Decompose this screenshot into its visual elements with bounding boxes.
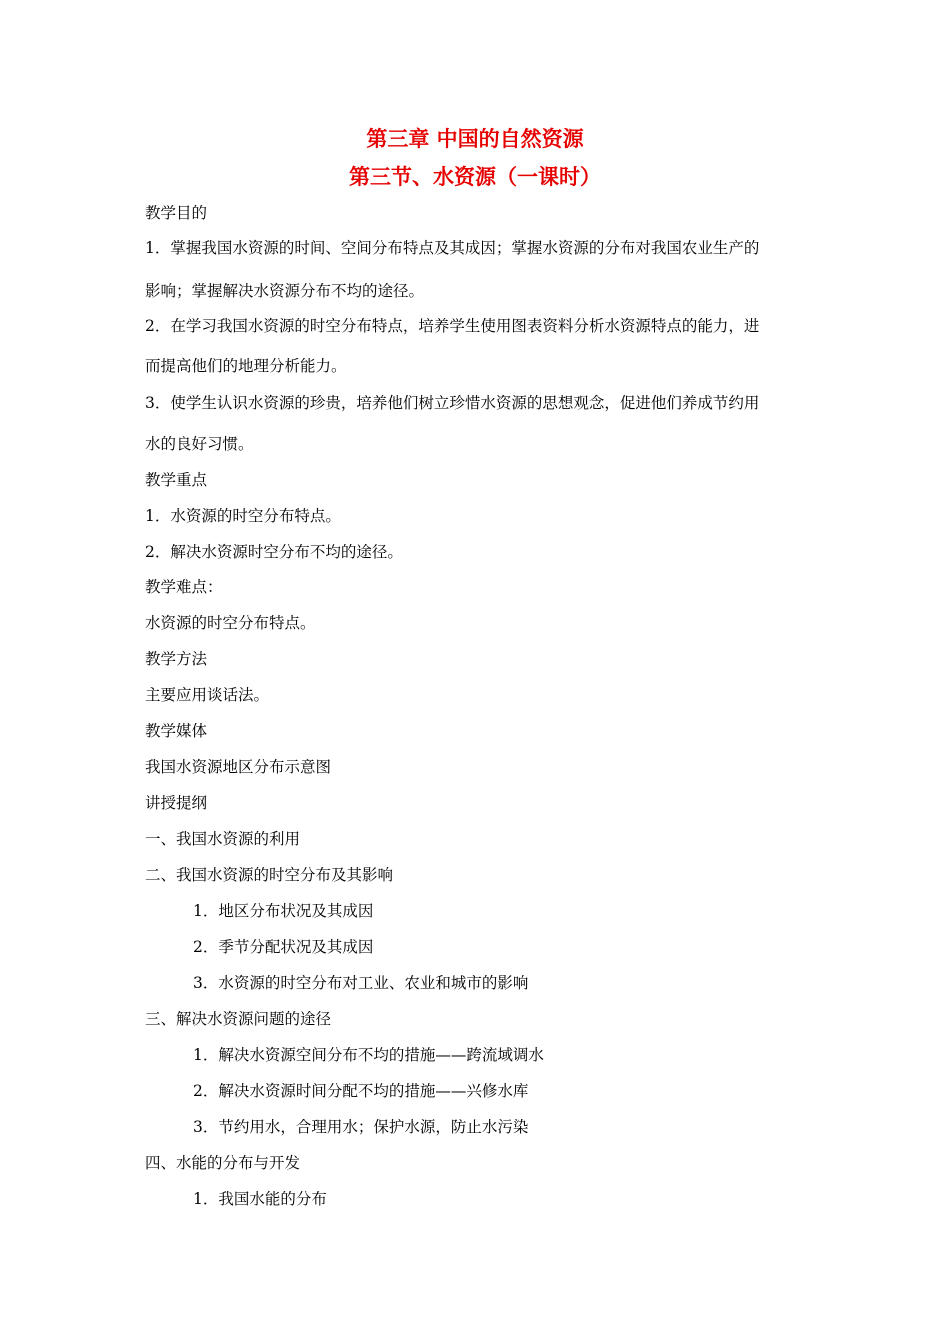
outline-part-2-item-1: 1．地区分布状况及其成因 — [193, 902, 374, 920]
outline-part-4: 四、水能的分布与开发 — [145, 1154, 301, 1172]
outline-part-2: 二、我国水资源的时空分布及其影响 — [145, 866, 394, 884]
methods-heading: 教学方法 — [145, 650, 208, 668]
key-point-1: 1．水资源的时空分布特点。 — [145, 507, 341, 525]
objective-2-line-1: 2．在学习我国水资源的时空分布特点，培养学生使用图表资料分析水资源特点的能力，进 — [145, 317, 760, 335]
outline-heading: 讲授提纲 — [145, 794, 208, 812]
outline-part-3-item-3: 3．节约用水，合理用水；保护水源，防止水污染 — [193, 1118, 529, 1136]
objective-3-line-1: 3．使学生认识水资源的珍贵，培养他们树立珍惜水资源的思想观念，促进他们养成节约用 — [145, 394, 760, 412]
difficulties-heading: 教学难点： — [145, 578, 223, 596]
key-point-2: 2．解决水资源时空分布不均的途径。 — [145, 543, 403, 561]
section-title: 第三节、水资源（一课时） — [349, 165, 601, 189]
outline-part-1: 一、我国水资源的利用 — [145, 830, 301, 848]
objectives-heading: 教学目的 — [145, 204, 208, 222]
objective-1-line-2: 影响；掌握解决水资源分布不均的途径。 — [145, 282, 425, 300]
media-text: 我国水资源地区分布示意图 — [145, 758, 332, 776]
outline-part-2-item-2: 2．季节分配状况及其成因 — [193, 938, 374, 956]
chapter-title: 第三章 中国的自然资源 — [366, 127, 584, 151]
outline-part-3-item-2: 2．解决水资源时间分配不均的措施——兴修水库 — [193, 1082, 529, 1100]
key-points-heading: 教学重点 — [145, 471, 208, 489]
outline-part-3-item-1: 1．解决水资源空间分布不均的措施——跨流域调水 — [193, 1046, 544, 1064]
objective-1-line-1: 1．掌握我国水资源的时间、空间分布特点及其成因；掌握水资源的分布对我国农业生产的 — [145, 239, 760, 257]
objective-3-line-2: 水的良好习惯。 — [145, 435, 254, 453]
outline-part-4-item-1: 1．我国水能的分布 — [193, 1190, 327, 1208]
outline-part-3: 三、解决水资源问题的途径 — [145, 1010, 332, 1028]
difficulties-text: 水资源的时空分布特点。 — [145, 614, 316, 632]
objective-2-line-2: 而提高他们的地理分析能力。 — [145, 357, 347, 375]
methods-text: 主要应用谈话法。 — [145, 686, 270, 704]
media-heading: 教学媒体 — [145, 722, 208, 740]
outline-part-2-item-3: 3．水资源的时空分布对工业、农业和城市的影响 — [193, 974, 529, 992]
